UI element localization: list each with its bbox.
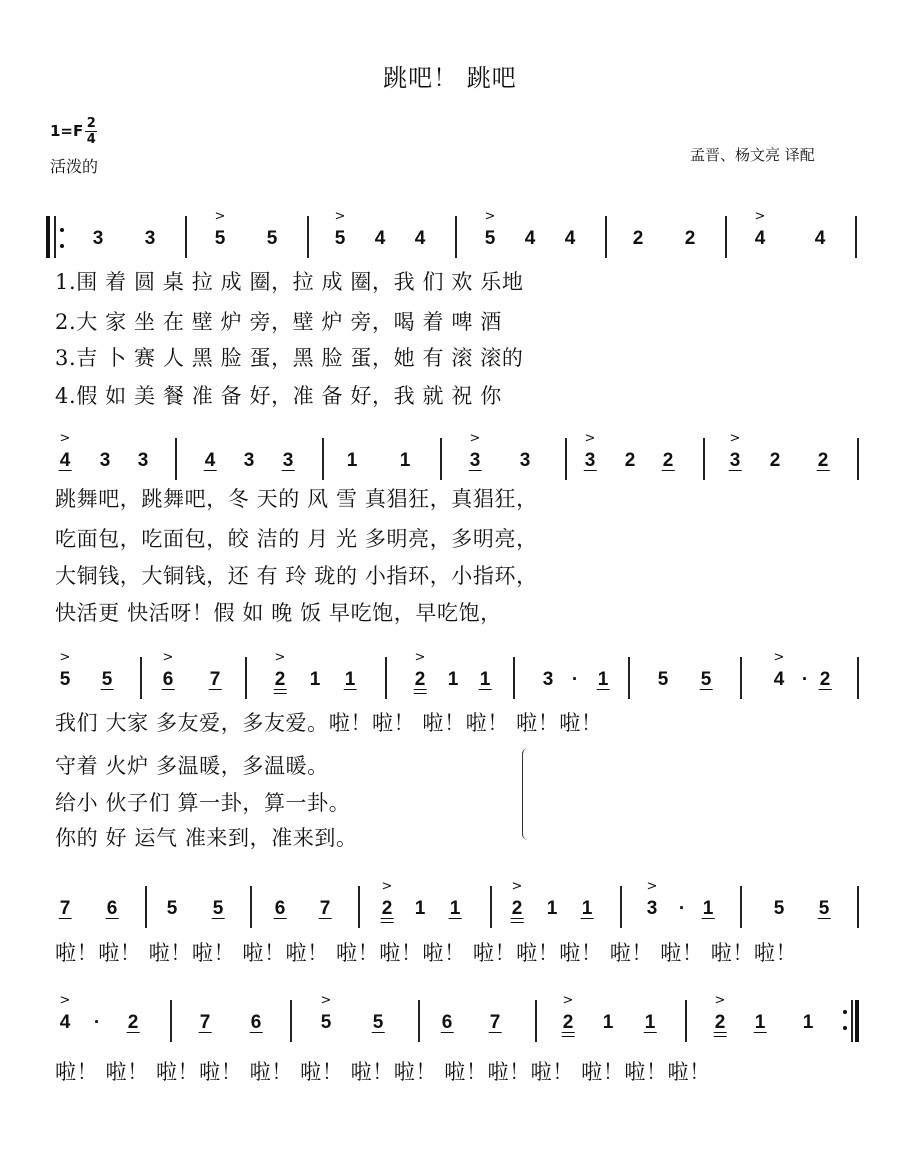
bar-line [145,886,147,928]
bar-line [490,886,492,928]
bar-line [170,1000,172,1042]
accent-mark: > [59,431,71,446]
accent-mark: > [59,993,71,1008]
note-2-3: 3 [137,450,149,471]
note-3-5: 2 [274,669,286,690]
note-5-15: 1 [802,1012,814,1033]
time-denominator: 4 [86,132,96,147]
note-2-11: 3 [584,450,596,471]
lyric-line-2-1: 跳舞吧，跳舞吧，冬 天的 风 雪 真猖狂，真猖狂， [55,487,538,511]
accent-mark: > [584,431,596,446]
lyric-line-2-3: 大铜钱，大铜钱，还 有 玲 珑的 小指环，小指环， [55,564,538,588]
note-5-5: 6 [250,1012,262,1033]
bar-line [455,216,457,258]
accent-mark: > [754,209,766,224]
lyric-line-1-4: 4.假 如 美 餐 准 备 好，准 备 好，我 就 祝 你 [55,384,502,408]
lyric-line-4-1: 啦！啦！ 啦！啦！ 啦！啦！ 啦！啦！啦！ 啦！啦！啦！ 啦！ 啦！ 啦！啦！ [55,941,798,965]
note-2-10: 3 [519,450,531,471]
bar-line [565,438,567,480]
note-3-7: 1 [344,669,356,690]
lyric-line-1-3: 3.吉 卜 赛 人 黑 脸 蛋，黑 脸 蛋，她 有 滚 滚的 [55,346,524,370]
bar-line [605,216,607,258]
accent-mark: > [274,650,286,665]
accent-mark: > [646,879,658,894]
note-5-2: · [93,1012,101,1033]
note-1-5: 5 [334,228,346,249]
note-2-16: 2 [817,450,829,471]
bar-line [685,1000,687,1042]
note-4-13: 3 [646,898,658,919]
note-4-14: · [678,898,686,919]
note-3-15: 5 [700,669,712,690]
accent-mark: > [714,993,726,1008]
lyric-line-3-2: 守着 火炉 多温暖，多温暖。 [55,754,329,778]
repeat-dot [843,1010,847,1014]
bar-line [513,657,515,699]
lyric-line-3-1: 我们 大家 多友爱，多友爱。啦！啦！ 啦！啦！ 啦！啦！ [55,711,603,735]
bar-line [290,1000,292,1042]
repeat-start-thin [54,216,56,258]
note-3-12: · [571,669,579,690]
note-5-11: 1 [602,1012,614,1033]
bar-line [703,438,705,480]
key-label: 1=F [50,122,84,140]
note-2-15: 2 [769,450,781,471]
note-1-7: 4 [414,228,426,249]
lyric-line-3-3: 给小 伙子们 算一卦，算一卦。 [55,791,351,815]
bar-line [857,657,859,699]
note-3-14: 5 [657,669,669,690]
note-3-9: 1 [447,669,459,690]
note-1-9: 4 [524,228,536,249]
repeat-start-bar [46,216,50,258]
note-2-13: 2 [662,450,674,471]
note-5-13: 2 [714,1012,726,1033]
note-5-14: 1 [754,1012,766,1033]
note-1-2: 3 [144,228,156,249]
bar-line [857,438,859,480]
bar-line [358,886,360,928]
bar-line [385,657,387,699]
note-3-10: 1 [479,669,491,690]
note-3-2: 5 [101,669,113,690]
note-4-6: 7 [319,898,331,919]
note-4-3: 5 [166,898,178,919]
accent-mark: > [511,879,523,894]
bar-line [418,1000,420,1042]
note-3-13: 1 [597,669,609,690]
note-1-1: 3 [92,228,104,249]
lyric-line-5-1: 啦！ 啦！ 啦！啦！ 啦！ 啦！ 啦！啦！ 啦！啦！啦！ 啦！啦！啦！ [55,1060,711,1084]
accent-mark: > [320,993,332,1008]
note-1-13: 4 [754,228,766,249]
time-numerator: 2 [86,116,96,131]
note-3-4: 7 [209,669,221,690]
bar-line [322,438,324,480]
accent-mark: > [729,431,741,446]
note-1-4: 5 [266,228,278,249]
bar-line [185,216,187,258]
accent-mark: > [214,209,226,224]
accent-mark: > [59,650,71,665]
note-5-6: 5 [320,1012,332,1033]
note-2-1: 4 [59,450,71,471]
note-2-6: 3 [282,450,294,471]
tempo-marking: 活泼的 [50,157,99,176]
note-3-17: · [801,669,809,690]
accent-mark: > [484,209,496,224]
lyric-line-2-2: 吃面包，吃面包，皎 洁的 月 光 多明亮，多明亮， [55,527,538,551]
note-2-4: 4 [204,450,216,471]
note-5-8: 6 [441,1012,453,1033]
bar-line [307,216,309,258]
note-2-12: 2 [624,450,636,471]
bar-line [740,886,742,928]
note-4-7: 2 [381,898,393,919]
note-4-8: 1 [414,898,426,919]
note-1-12: 2 [684,228,696,249]
note-2-9: 3 [469,450,481,471]
song-title: 跳吧！ 跳吧 [383,64,517,92]
accent-mark: > [162,650,174,665]
note-5-3: 2 [127,1012,139,1033]
bar-line [250,886,252,928]
bar-line [628,657,630,699]
note-3-11: 3 [542,669,554,690]
note-1-3: 5 [214,228,226,249]
note-4-2: 6 [106,898,118,919]
note-3-6: 1 [309,669,321,690]
repeat-end-bar [855,1000,859,1042]
bar-line [620,886,622,928]
note-3-1: 5 [59,669,71,690]
bar-line [855,216,857,258]
note-5-9: 7 [489,1012,501,1033]
bar-line [725,216,727,258]
key-signature [50,117,97,146]
lyric-line-2-4: 快活更 快活呀！假 如 晚 饭 早吃饱，早吃饱， [55,601,502,625]
bar-line [440,438,442,480]
note-1-10: 4 [564,228,576,249]
note-4-10: 2 [511,898,523,919]
accent-mark: > [334,209,346,224]
note-4-11: 1 [546,898,558,919]
lyric-line-3-4: 你的 好 运气 准来到，准来到。 [55,826,358,850]
arranger-credit: 孟晋、杨文亮 译配 [690,146,815,164]
accent-mark: > [414,650,426,665]
note-1-8: 5 [484,228,496,249]
bar-line [857,886,859,928]
note-4-15: 1 [702,898,714,919]
note-4-9: 1 [449,898,461,919]
time-signature [85,117,97,146]
note-2-7: 1 [346,450,358,471]
note-1-11: 2 [632,228,644,249]
note-2-5: 3 [243,450,255,471]
lyric-line-1-1: 1.围 着 圆 桌 拉 成 圈，拉 成 圈，我 们 欢 乐地 [55,270,524,294]
note-5-12: 1 [644,1012,656,1033]
accent-mark: > [773,650,785,665]
note-5-4: 7 [199,1012,211,1033]
note-2-14: 3 [729,450,741,471]
note-5-10: 2 [562,1012,574,1033]
repeat-dot [60,228,64,232]
bar-line [140,657,142,699]
note-2-2: 3 [99,450,111,471]
note-3-3: 6 [162,669,174,690]
bar-line [175,438,177,480]
bar-line [740,657,742,699]
accent-mark: > [381,879,393,894]
note-3-8: 2 [414,669,426,690]
note-1-6: 4 [374,228,386,249]
note-4-12: 1 [581,898,593,919]
bar-line [535,1000,537,1042]
note-4-1: 7 [59,898,71,919]
accent-mark: > [469,431,481,446]
note-4-16: 5 [773,898,785,919]
note-3-16: 4 [773,669,785,690]
note-5-7: 5 [372,1012,384,1033]
lyric-line-1-2: 2.大 家 坐 在 壁 炉 旁，壁 炉 旁，喝 着 啤 酒 [55,310,502,334]
note-4-5: 6 [274,898,286,919]
note-3-18: 2 [819,669,831,690]
verse-brace [522,748,531,840]
accent-mark: > [562,993,574,1008]
note-5-1: 4 [59,1012,71,1033]
note-4-4: 5 [212,898,224,919]
note-1-14: 4 [814,228,826,249]
bar-line [245,657,247,699]
note-2-8: 1 [399,450,411,471]
repeat-dot [60,244,64,248]
repeat-end-thin [851,1000,853,1042]
note-4-17: 5 [818,898,830,919]
repeat-dot [843,1026,847,1030]
